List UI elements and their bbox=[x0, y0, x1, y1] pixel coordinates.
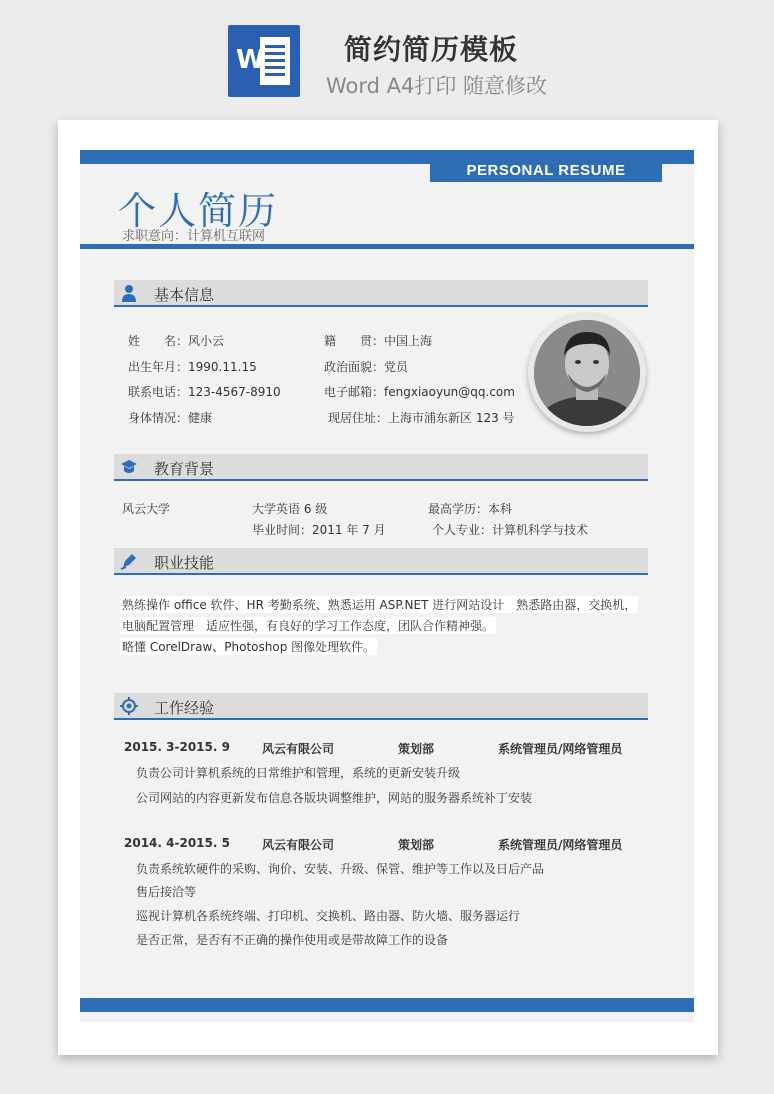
job-duty-line: 是否正常，是否有不正确的操作使用或是带故障工作的设备 bbox=[136, 933, 449, 947]
edu-graduation: 毕业时间：2011 年 7 月 bbox=[252, 523, 386, 537]
edu-english: 大学英语 6 级 bbox=[252, 502, 328, 516]
bottom-accent-bar bbox=[80, 998, 694, 1012]
skill-line-3: 略懂 CorelDraw、Photoshop 图像处理软件。 bbox=[122, 640, 376, 654]
resume-title: 个人简历 bbox=[118, 189, 279, 233]
skill-line-2: 电脑配置管理 适应性强，有良好的学习工作态度，团队合作精神强。 bbox=[122, 619, 495, 633]
graduate-icon bbox=[120, 458, 138, 476]
job-intent: 求职意向：计算机互联网 bbox=[122, 229, 266, 244]
avatar bbox=[528, 314, 646, 432]
section-education-title: 教育背景 bbox=[154, 460, 215, 478]
job-dept: 策划部 bbox=[398, 838, 435, 852]
job-company: 风云有限公司 bbox=[262, 742, 335, 756]
section-skills-title: 职业技能 bbox=[154, 554, 215, 572]
pen-icon bbox=[120, 552, 138, 570]
job-role: 系统管理员/网络管理员 bbox=[498, 742, 623, 756]
word-icon-letter: W bbox=[236, 45, 265, 75]
edu-school: 风云大学 bbox=[122, 502, 171, 516]
section-work bbox=[114, 693, 648, 720]
field-politics: 政治面貌：党员 bbox=[324, 360, 409, 374]
avatar-photo bbox=[534, 320, 640, 426]
target-icon bbox=[120, 697, 138, 715]
field-phone: 联系电话：123-4567-8910 bbox=[128, 385, 281, 399]
section-basic-info-title: 基本信息 bbox=[154, 286, 215, 304]
job-duty-line: 负责公司计算机系统的日常维护和管理，系统的更新安装升级 bbox=[136, 766, 461, 780]
personal-resume-tag: PERSONAL RESUME bbox=[430, 159, 662, 182]
job-duty-line: 负责系统软硬件的采购、询价、安装、升级、保管、维护等工作以及日后产品 bbox=[136, 862, 545, 876]
banner-title: 简约简历模板 bbox=[344, 33, 519, 66]
job-period: 2014. 4-2015. 5 bbox=[124, 836, 230, 850]
field-address: 现居住址：上海市浦东新区 123 号 bbox=[328, 411, 515, 425]
resume-paper bbox=[58, 120, 718, 1055]
title-divider bbox=[80, 244, 694, 249]
job-company: 风云有限公司 bbox=[262, 838, 335, 852]
job-period: 2015. 3-2015. 9 bbox=[124, 740, 230, 754]
job-duty-line: 售后接洽等 bbox=[136, 885, 197, 899]
field-health: 身体情况：健康 bbox=[128, 411, 213, 425]
field-hometown: 籍 贯：中国上海 bbox=[324, 334, 433, 348]
edu-major: 个人专业：计算机科学与技术 bbox=[432, 523, 589, 537]
job-duty-line: 公司网站的内容更新发布信息各版块调整维护，网站的服务器系统补丁安装 bbox=[136, 791, 533, 805]
person-icon bbox=[120, 284, 138, 302]
field-name: 姓 名：风小云 bbox=[128, 334, 225, 348]
field-email: 电子邮箱：fengxiaoyun@qq.com bbox=[324, 385, 515, 399]
edu-degree: 最高学历：本科 bbox=[428, 502, 513, 516]
template-banner bbox=[0, 0, 774, 118]
job-role: 系统管理员/网络管理员 bbox=[498, 838, 623, 852]
section-basic-info bbox=[114, 280, 648, 307]
section-education bbox=[114, 454, 648, 481]
job-duty-line: 巡视计算机各系统终端、打印机、交换机、路由器、防火墙、服务器运行 bbox=[136, 909, 521, 923]
skill-line-1: 熟练操作 office 软件、HR 考勤系统、熟悉运用 ASP.NET 进行网站设计 熟悉路由器，交换机， bbox=[122, 598, 637, 612]
section-skills bbox=[114, 548, 648, 575]
job-dept: 策划部 bbox=[398, 742, 435, 756]
banner-subtitle: Word A4打印 随意修改 bbox=[326, 74, 548, 98]
field-birth: 出生年月：1990.11.15 bbox=[128, 360, 257, 374]
word-icon bbox=[228, 25, 300, 97]
section-work-title: 工作经验 bbox=[154, 699, 215, 717]
resume-sheet bbox=[80, 150, 694, 1022]
